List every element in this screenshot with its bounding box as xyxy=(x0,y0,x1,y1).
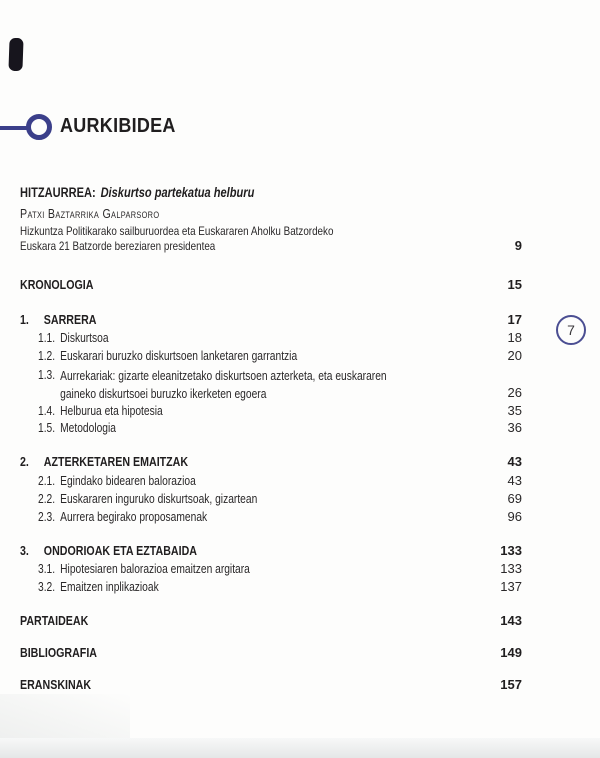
entry-number: 3.2. xyxy=(38,580,56,594)
toc-entry-section xyxy=(20,542,522,559)
entry-page-number: 18 xyxy=(507,330,522,345)
entry-label: ONDORIOAK ETA EZTABAIDA xyxy=(43,543,197,558)
entry-label: Metodologia xyxy=(60,421,116,435)
entry-label: Helburua eta hipotesia xyxy=(60,404,163,418)
preface-heading-label: HITZAURREA: xyxy=(20,185,96,200)
entry-label: Aurrekariak: gizarte eleanitzetako diskurtsoen azterketa, eta euskararen xyxy=(60,369,387,383)
entry-page-number: 36 xyxy=(507,420,522,435)
entry-page-number: 9 xyxy=(514,238,522,253)
entry-label: BIBLIOGRAFIA xyxy=(20,645,97,660)
toc-entry-kronologia xyxy=(20,276,522,293)
author-role-line1: Hizkuntza Politikarako sailburuordea eta Euskararen Aholku Batzordeko xyxy=(20,224,334,238)
entry-label: Euskararen inguruko diskurtsoak, gizartean xyxy=(60,492,258,506)
toc-entry-backmatter xyxy=(20,644,522,661)
entry-number: 2. xyxy=(20,454,29,469)
toc-entry xyxy=(20,366,522,402)
entry-label: Diskurtsoa xyxy=(60,331,109,345)
entry-label: Egindako bidearen balorazioa xyxy=(60,474,196,488)
entry-number: 1.3. xyxy=(38,368,56,382)
entry-page-number: 17 xyxy=(507,312,522,327)
toc-entry xyxy=(20,490,522,508)
entry-label: SARRERA xyxy=(43,312,97,327)
entry-label: KRONOLOGIA xyxy=(20,277,94,292)
toc-entry xyxy=(20,508,522,526)
entry-page-number: 137 xyxy=(500,579,522,594)
entry-label-continued: gaineko diskurtsoei buruzko ikerketen egoera xyxy=(60,387,267,401)
entry-number: 3.1. xyxy=(38,562,56,576)
page-number-marker xyxy=(556,315,586,345)
toc-entry xyxy=(20,419,522,437)
entry-page-number: 26 xyxy=(507,385,522,400)
entry-number: 1.5. xyxy=(38,421,56,435)
toc-entry-author xyxy=(20,205,522,222)
page-title: AURKIBIDEA xyxy=(60,115,176,137)
entry-label: AZTERKETAREN EMAITZAK xyxy=(43,454,189,469)
toc-entry-backmatter xyxy=(20,612,522,629)
toc-entry xyxy=(20,472,522,490)
entry-number: 1.4. xyxy=(38,404,56,418)
entry-number: 2.2. xyxy=(38,492,56,506)
entry-number: 3. xyxy=(20,543,29,558)
table-of-contents xyxy=(20,0,522,758)
entry-label: ERANSKINAK xyxy=(20,677,92,692)
author-name: Patxi Baztarrika Galparsoro xyxy=(20,206,160,221)
toc-entry-backmatter xyxy=(20,676,522,693)
toc-entry-section xyxy=(20,311,522,328)
toc-entry-section xyxy=(20,453,522,470)
entry-page-number: 43 xyxy=(507,454,522,469)
entry-page-number: 143 xyxy=(500,613,522,628)
entry-number: 2.1. xyxy=(38,474,56,488)
entry-page-number: 43 xyxy=(507,473,522,488)
preface-heading-subtitle: Diskurtso partekatua helburu xyxy=(100,185,255,200)
toc-entry-role-line2 xyxy=(20,237,522,255)
entry-page-number: 20 xyxy=(507,348,522,363)
toc-entry-preface-heading xyxy=(20,184,522,201)
entry-number: 1. xyxy=(20,312,29,327)
entry-label: Euskarari buruzko diskurtsoen lanketaren garrantzia xyxy=(60,349,298,363)
entry-number: 2.3. xyxy=(38,510,56,524)
entry-number: 1.2. xyxy=(38,349,56,363)
toc-entry xyxy=(20,578,522,596)
entry-page-number: 133 xyxy=(500,561,522,576)
entry-page-number: 133 xyxy=(500,543,522,558)
page-number-marker-value: 7 xyxy=(567,322,575,338)
entry-label: Aurrera begirako proposamenak xyxy=(60,510,208,524)
scan-shadow-bottom xyxy=(0,738,600,758)
entry-label: PARTAIDEAK xyxy=(20,613,89,628)
entry-page-number: 157 xyxy=(500,677,522,692)
entry-number: 1.1. xyxy=(38,331,56,345)
toc-entry xyxy=(20,329,522,347)
entry-page-number: 149 xyxy=(500,645,522,660)
entry-label: Hipotesiaren balorazioa emaitzen argitara xyxy=(60,562,250,576)
entry-page-number: 15 xyxy=(507,277,522,292)
entry-label: Emaitzen inplikazioak xyxy=(60,580,159,594)
entry-page-number: 96 xyxy=(507,509,522,524)
author-role-line2: Euskara 21 Batzorde bereziaren presidentea xyxy=(20,239,216,253)
entry-page-number: 35 xyxy=(507,403,522,418)
scan-shadow-corner xyxy=(0,694,130,740)
toc-entry xyxy=(20,347,522,365)
entry-page-number: 69 xyxy=(507,491,522,506)
toc-entry xyxy=(20,560,522,578)
toc-entry xyxy=(20,402,522,420)
